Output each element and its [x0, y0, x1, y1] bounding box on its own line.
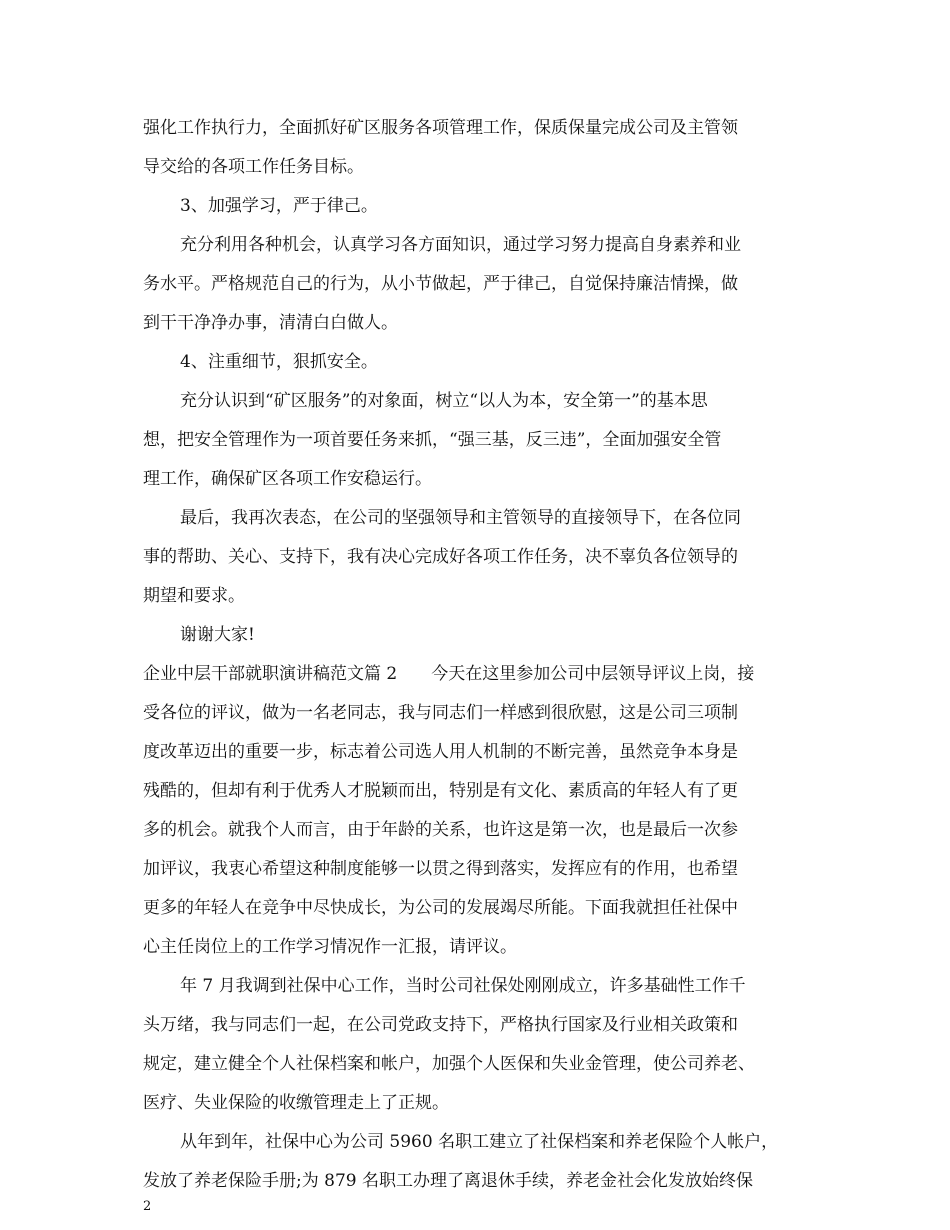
- text-line: 强化工作执行力，全面抓好矿区服务各项管理工作，保质保量完成公司及主管领: [143, 118, 738, 138]
- text-line: 多的机会。就我个人而言，由于年龄的关系，也许这是第一次，也是最后一次参: [143, 820, 738, 840]
- text-line: 医疗、失业保险的收缴管理走上了正规。: [143, 1093, 449, 1113]
- text-line: 想，把安全管理作为一项首要任务来抓，“强三基，反三违”，全面加强安全管: [143, 430, 722, 450]
- text-line: 导交给的各项工作任务目标。: [143, 157, 364, 177]
- text-line: 事的帮助、关心、支持下，我有决心完成好各项工作任务，决不辜负各位领导的: [143, 547, 738, 567]
- text-line: 受各位的评议，做为一名老同志，我与同志们一样感到很欣慰，这是公司三项制: [143, 703, 738, 723]
- text-line: 度改革迈出的重要一步，标志着公司选人用人机制的不断完善，虽然竞争本身是: [143, 742, 738, 762]
- section-heading: 4、注重细节，狠抓安全。: [180, 352, 378, 372]
- text-line: 理工作，确保矿区各项工作安稳运行。: [143, 469, 432, 489]
- section-heading: 3、加强学习，严于律己。: [180, 196, 378, 216]
- article-title-line: 企业中层干部就职演讲稿范文篇 2 今天在这里参加公司中层领导评议上岗，接: [143, 664, 755, 684]
- text-line: 心主任岗位上的工作学习情况作一汇报，请评议。: [143, 937, 517, 957]
- page-number: 2: [143, 1199, 152, 1214]
- text-line: 年 7 月我调到社保中心工作，当时公司社保处刚刚成立，许多基础性工作千: [180, 976, 746, 996]
- text-line: 最后，我再次表态，在公司的坚强领导和主管领导的直接领导下，在各位同: [180, 508, 741, 528]
- text-line: 务水平。严格规范自己的行为，从小节做起，严于律己，自觉保持廉洁情操，做: [143, 274, 738, 294]
- text-line: 充分利用各种机会，认真学习各方面知识，通过学习努力提高自身素养和业: [180, 235, 741, 255]
- text-line: 残酷的，但却有利于优秀人才脱颖而出，特别是有文化、素质高的年轻人有了更: [143, 781, 738, 801]
- text-line: 头万绪，我与同志们一起，在公司党政支持下，严格执行国家及行业相关政策和: [143, 1015, 738, 1035]
- text-line: 充分认识到“矿区服务”的对象面，树立“以人为本，安全第一”的基本思: [180, 391, 708, 411]
- text-line: 谢谢大家!: [180, 625, 255, 645]
- text-line: 规定，建立健全个人社保档案和帐户，加强个人医保和失业金管理，使公司养老、: [143, 1054, 755, 1074]
- text-line: 从年到年，社保中心为公司 5960 名职工建立了社保档案和养老保险个人帐户，: [180, 1132, 779, 1152]
- text-line: 到干干净净办事，清清白白做人。: [143, 313, 398, 333]
- text-line: 发放了养老保险手册;为 879 名职工办理了离退休手续，养老金社会化发放始终保: [143, 1171, 753, 1191]
- text-line: 加评议，我衷心希望这种制度能够一以贯之得到落实，发挥应有的作用，也希望: [143, 859, 738, 879]
- text-line: 更多的年轻人在竞争中尽快成长，为公司的发展竭尽所能。下面我就担任社保中: [143, 898, 738, 918]
- text-line: 期望和要求。: [143, 586, 245, 606]
